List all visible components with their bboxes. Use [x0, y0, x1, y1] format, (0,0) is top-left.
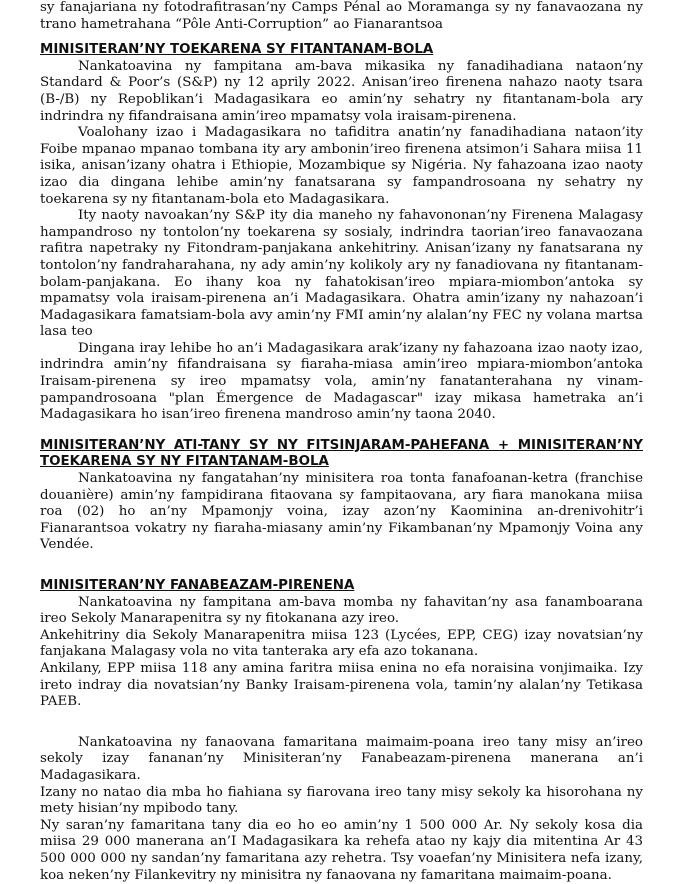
paragraph-sp-rating: Nankatoavina ny fampitana am-bava mikasika ny fanadihadiana nataon’ny Standard & Poor’s (S&P) ny 12 aprily 2022. Anisan’ireo firenena nahazo naoty tsara (B-/B) ny Repoblikan’i Madagasikara eo amin’ny sehatry ny fitantanam-bola ary indrindra ny fifandraisana amin’ireo mpamatsy vola iraisam-pirenena. — [40, 58, 643, 124]
paragraph-milestone: Dingana iray lehibe ho an’i Madagasikara arak’izany ny fahazoana izao naoty izao, indrindra amin’ny fifandraisana sy fiaraha-miasa amin’ireo mpiara-miombon’antoka Iraisam-pirenena sy ireo mpamatsy vola, amin’ny fanatanterahana ny vinam-pampandrosoana "plan Émergence de Madagascar" izay mikasa hametraka an’i Madagasikara ho isan’ireo firenena mandroso amin’ny taona 2040. — [40, 340, 643, 423]
paragraph-franchise-douaniere: Nankatoavina ny fangatahan’ny minisitera roa tonta fanafoanan-ketra (franchise douanière) amin’ny fampidirana fitaovana sy fampitaovana, ary fiara manokana miisa roa (02) ho an’ny Mpamonjy voina, izay azon’ny Kaominina an-drenivohitr’i Fianarantsoa vokatry ny fiaraha-miasany amin’ny Fikambanan’ny Mpamonjy Voina any Vendée. — [40, 471, 643, 553]
paragraph-epp-118: Ankilany, EPP miisa 118 any amina faritra miisa enina no efa noraisina vonjimaika. Izy ireto indray dia novatsian’ny Banky Iraisam-pirenena vola, tamin’ny alalan’ny Tetikasa PAEB. — [40, 660, 643, 710]
paragraph-schools-123: Ankehitriny dia Sekoly Manarapenitra miisa 123 (Lycées, EPP, CEG) izay novatsian’ny fanjakana Malagasy vola no vita tanteraka ary efa azo tokanana. — [40, 627, 643, 660]
paragraph-first-assessment: Voalohany izao i Madagasikara no tafiditra anatin’ny fanadihadiana nataon’ity Foibe mpanao mpanao tombana ity ary ambonin’ireo firenena atsimon’i Sahara miisa 11 isika, anisan’izany ohatra i Ethiopie, Mozambique sy Nigéria. Ny fahazoana izao naoty izao dia dingana lehibe amin’ny fanatsarana sy fampandrosoana ny sehatry ny toekarena sy ny fitantanam-bola eto Madagasikara. — [40, 125, 643, 207]
paragraph-readiness: Ity naoty navoakan’ny S&P ity dia maneho ny fahavononan’ny Firenena Malagasy hampandroso ny tontolon’ny toekarena sy sosialy, indrindra taorian’ireo fanavaozana rafitra napetraky ny Fitondram-panjakana ankehitriny. Anisan’izany ny fanatsarana ny tontolon’ny fandraharahana, ny ady amin’ny kolikoly ary ny fanadiovana ny fitantanam-bolam-panjakana. Eo ihany koa ny fahatokisan’ireo mpiara-miombon’antoka sy mpamatsy vola iraisam-pirenena an’i Madagasikara. Ohatra amin’izany ny nahazoan’i Madagasikara famatsiam-bola avy amin’ny FMI amin’ny alalan’ny FEC ny volana martsa lasa teo — [40, 208, 643, 340]
section-heading-economy: MINISITERAN’NY TOEKARENA SY FITANTANAM-BOLA — [40, 42, 434, 58]
section-heading-interior-economy: MINISITERAN’NY ATI-TANY SY NY FITSINJARAM-PAHEFANA + MINISITERAN’NY TOEKARENA SY NY FITANTANAM-BOLA — [40, 437, 643, 470]
paragraph-land-protection: Izany no natao dia mba ho fiahiana sy fiarovana ireo tany misy sekoly ka hisorohana ny mety hisian’ny mpibodo tany. — [40, 784, 643, 817]
paragraph-land-cost: Ny saran’ny famaritana tany dia eo ho eo amin’ny 1 500 000 Ar. Ny sekoly kosa dia miisa 29 000 manerana an’I Madagasikara ka rehefa atao ny kajy dia mitentina Ar 43 500 000 000 ny sandan’ny famaritana azy rehetra. Tsy voaefan’ny Minisitera nefa izany, koa neken’ny Filankevitry ny minisitra ny fanaovana ny famaritana maimaim-poana. — [40, 817, 643, 883]
paragraph-schools-completion: Nankatoavina ny fampitana am-bava momba ny fahavitan’ny asa fanamboarana ireo Sekoly Manarapenitra sy ny fitokanana azy ireo. — [40, 594, 643, 627]
paragraph-land-survey: Nankatoavina ny fanaovana famaritana maimaim-poana ireo tany misy an’ireo sekoly izay fananan’ny Minisiteran’ny Fanabeazam-pirenena manerana an’i Madagasikara. — [40, 734, 643, 783]
section-heading-education: MINISITERAN’NY FANABEAZAM-PIRENENA — [40, 578, 355, 593]
intro-paragraph: sy fanajariana ny fotodrafitrasan’ny Camps Pénal ao Moramanga sy ny fanavaozana ny trano hametrahana “Pôle Anti-Corruption” ao Fianarantsoa — [40, 0, 643, 32]
